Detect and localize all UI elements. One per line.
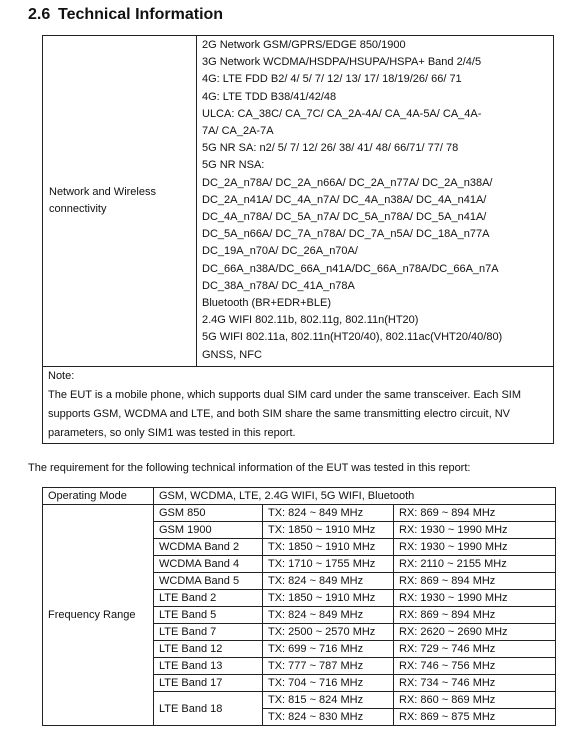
connectivity-line: DC_66A_n38A/DC_66A_n41A/DC_66A_n78A/DC_66A_n7A	[202, 262, 499, 275]
band-name: LTE Band 17	[154, 675, 263, 692]
note-row	[43, 366, 554, 443]
connectivity-line: Bluetooth (BR+EDR+BLE)	[202, 297, 332, 310]
rx-range: RX: 869 ~ 894 MHz	[394, 607, 556, 624]
requirement-intro: The requirement for the following technical information of the EUT was tested in this report:	[28, 462, 471, 474]
connectivity-line: GNSS, NFC	[202, 348, 262, 361]
connectivity-row	[43, 36, 554, 367]
requirement-table	[42, 487, 556, 726]
tx-range: TX: 2500 ~ 2570 MHz	[263, 624, 394, 641]
section-heading	[28, 6, 223, 24]
connectivity-line: 3G Network WCDMA/HSDPA/HSUPA/HSPA+ Band 2/4/5	[202, 56, 482, 69]
rx-range: RX: 746 ~ 756 MHz	[394, 658, 556, 675]
connectivity-line: DC_4A_n78A/ DC_5A_n7A/ DC_5A_n78A/ DC_5A_n41A/	[202, 211, 487, 224]
connectivity-line: 4G: LTE FDD B2/ 4/ 5/ 7/ 12/ 13/ 17/ 18/19/26/ 66/ 71	[202, 73, 462, 86]
connectivity-label-cell	[43, 36, 197, 367]
rx-range: RX: 869 ~ 875 MHz	[394, 709, 556, 726]
tx-range: TX: 824 ~ 849 MHz	[263, 573, 394, 590]
connectivity-line: DC_19A_n70A/ DC_26A_n70A/	[202, 245, 358, 258]
section-title: Technical Information	[58, 6, 224, 23]
band-name: LTE Band 13	[154, 658, 263, 675]
band-name: WCDMA Band 2	[154, 539, 263, 556]
frequency-range-label: Frequency Range	[43, 505, 154, 726]
connectivity-line: DC_5A_n66A/ DC_7A_n78A/ DC_7A_n5A/ DC_18A_n77A	[202, 228, 490, 241]
rx-range: RX: 2620 ~ 2690 MHz	[394, 624, 556, 641]
band-name: GSM 850	[154, 505, 263, 522]
tx-range: TX: 824 ~ 849 MHz	[263, 505, 394, 522]
tx-range: TX: 699 ~ 716 MHz	[263, 641, 394, 658]
note-cell	[43, 366, 554, 443]
connectivity-line: DC_38A_n78A/ DC_41A_n78A	[202, 279, 355, 292]
tx-range: TX: 1850 ~ 1910 MHz	[263, 539, 394, 556]
tx-range: TX: 704 ~ 716 MHz	[263, 675, 394, 692]
rx-range: RX: 1930 ~ 1990 MHz	[394, 590, 556, 607]
band-name: LTE Band 18	[154, 692, 263, 726]
connectivity-line: DC_2A_n41A/ DC_4A_n7A/ DC_4A_n38A/ DC_4A_n41A/	[202, 193, 487, 206]
note-title: Note:	[48, 369, 75, 382]
band-name: LTE Band 7	[154, 624, 263, 641]
connectivity-values-cell	[197, 36, 554, 367]
connectivity-line: 5G NR SA: n2/ 5/ 7/ 12/ 26/ 38/ 41/ 48/ 66/71/ 77/ 78	[202, 142, 459, 155]
rx-range: RX: 1930 ~ 1990 MHz	[394, 522, 556, 539]
table-row	[43, 505, 556, 522]
rx-range: RX: 1930 ~ 1990 MHz	[394, 539, 556, 556]
rx-range: RX: 869 ~ 894 MHz	[394, 505, 556, 522]
rx-range: RX: 860 ~ 869 MHz	[394, 692, 556, 709]
tx-range: TX: 1850 ~ 1910 MHz	[263, 522, 394, 539]
band-name: LTE Band 12	[154, 641, 263, 658]
connectivity-label-line-2: connectivity	[49, 202, 107, 215]
note-line: parameters, so only SIM1 was tested in this report.	[48, 426, 296, 439]
connectivity-line: 2G Network GSM/GPRS/EDGE 850/1900	[202, 39, 406, 51]
rx-range: RX: 729 ~ 746 MHz	[394, 641, 556, 658]
band-name: WCDMA Band 5	[154, 573, 263, 590]
connectivity-line: 7A/ CA_2A-7A	[202, 125, 274, 138]
connectivity-line: 4G: LTE TDD B38/41/42/48	[202, 90, 337, 103]
section-number: 2.6	[28, 6, 51, 23]
operating-mode-row	[43, 488, 556, 505]
connectivity-label-line-1: Network and Wireless	[49, 185, 156, 198]
note-line: The EUT is a mobile phone, which supports dual SIM card under the same transceiver. Each SIM	[48, 388, 522, 401]
rx-range: RX: 734 ~ 746 MHz	[394, 675, 556, 692]
band-name: LTE Band 2	[154, 590, 263, 607]
operating-mode-value: GSM, WCDMA, LTE, 2.4G WIFI, 5G WIFI, Bluetooth	[154, 488, 556, 505]
band-name: LTE Band 5	[154, 607, 263, 624]
band-name: WCDMA Band 4	[154, 556, 263, 573]
band-name: GSM 1900	[154, 522, 263, 539]
connectivity-line: 5G WIFI 802.11a, 802.11n(HT20/40), 802.11ac(VHT20/40/80)	[202, 331, 503, 344]
operating-mode-label: Operating Mode	[43, 488, 154, 505]
tx-range: TX: 1710 ~ 1755 MHz	[263, 556, 394, 573]
tx-range: TX: 777 ~ 787 MHz	[263, 658, 394, 675]
technical-info-table	[42, 35, 554, 444]
note-line: supports GSM, WCDMA and LTE, and both SIM share the same transmitting electro circuit, NV	[48, 407, 510, 420]
connectivity-line: ULCA: CA_38C/ CA_7C/ CA_2A-4A/ CA_4A-5A/ CA_4A-	[202, 107, 482, 120]
tx-range: TX: 824 ~ 849 MHz	[263, 607, 394, 624]
connectivity-line: DC_2A_n78A/ DC_2A_n66A/ DC_2A_n77A/ DC_2A_n38A/	[202, 176, 493, 189]
connectivity-line: 5G NR NSA:	[202, 159, 265, 172]
tx-range: TX: 824 ~ 830 MHz	[263, 709, 394, 726]
rx-range: RX: 2110 ~ 2155 MHz	[394, 556, 556, 573]
connectivity-line: 2.4G WIFI 802.11b, 802.11g, 802.11n(HT20)	[202, 314, 419, 327]
tx-range: TX: 1850 ~ 1910 MHz	[263, 590, 394, 607]
tx-range: TX: 815 ~ 824 MHz	[263, 692, 394, 709]
rx-range: RX: 869 ~ 894 MHz	[394, 573, 556, 590]
